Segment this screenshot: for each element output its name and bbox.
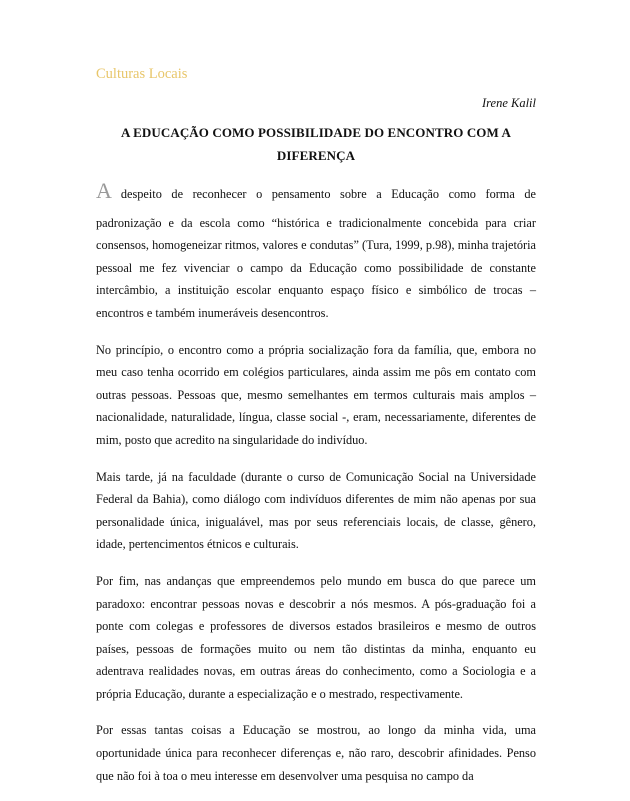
running-head: Culturas Locais — [96, 66, 188, 82]
drop-cap: A — [96, 178, 112, 203]
paragraph-1: padronização e da escola como “histórica e tradicionalmente concebida para criar consensos, homogeneizar ritmos, valores e condutas” (Tura, 1999, p.98), minha trajetória pessoal me fez vivenciar o campo da Educação como possibilidade de constante intercâmbio, a instituição escolar enquanto espaço físico e simbólico de trocas – encontros e também inumeráveis desencontros. — [96, 215, 536, 320]
title-line-1: A EDUCAÇÃO COMO POSSIBILIDADE DO ENCONTRO COM A — [120, 125, 512, 140]
paragraph-5: Por essas tantas coisas a Educação se mostrou, ao longo da minha vida, uma oportunidade única para reconhecer diferenças e, não raro, descobrir afinidades. Penso que não foi à toa o meu interesse em desenvolver uma pesquisa no campo da — [96, 723, 536, 783]
first-line-text: despeito de reconhecer o pensamento sobre a Educação como forma de — [120, 187, 536, 201]
first-line — [96, 180, 536, 206]
author-name: Irene Kalil — [481, 96, 536, 110]
paragraph-2: No princípio, o encontro como a própria socialização fora da família, que, embora no meu caso tenha ocorrido em colégios particulares, ainda assim me pôs em contato com outras pessoas. Pessoas que, mesmo semelhantes em termos culturais mais amplos – nacionalidade, naturalidade, língua, classe social -, eram, necessariamente, diferentes de mim, posto que acredito na singularidade do indivíduo. — [96, 342, 536, 447]
paragraph-3: Mais tarde, já na faculdade (durante o curso de Comunicação Social na Universidade Federal da Bahia), como diálogo com indivíduos diferentes de mim não apenas por sua personalidade única, inigualável, mas por seus referenciais locais, de classe, gênero, idade, pertencimentos étnicos e culturais. — [96, 469, 536, 552]
title-line-2: DIFERENÇA — [276, 148, 356, 163]
article-body — [96, 180, 536, 801]
article-title — [96, 121, 536, 167]
paragraph-4: Por fim, nas andanças que empreendemos pelo mundo em busca do que parece um paradoxo: encontrar pessoas novas e descobrir a nós mesmos. A pós-graduação foi a ponte com colegas e professores de diversos estados brasileiros e mesmo de outros países, pessoas de formações muito ou nem tão distintas da minha, enquanto eu adentrava realidades novas, em outras áreas do conhecimento, como a Sociologia e a própria Educação, durante a especialização e o mestrado, respectivamente. — [96, 573, 536, 701]
